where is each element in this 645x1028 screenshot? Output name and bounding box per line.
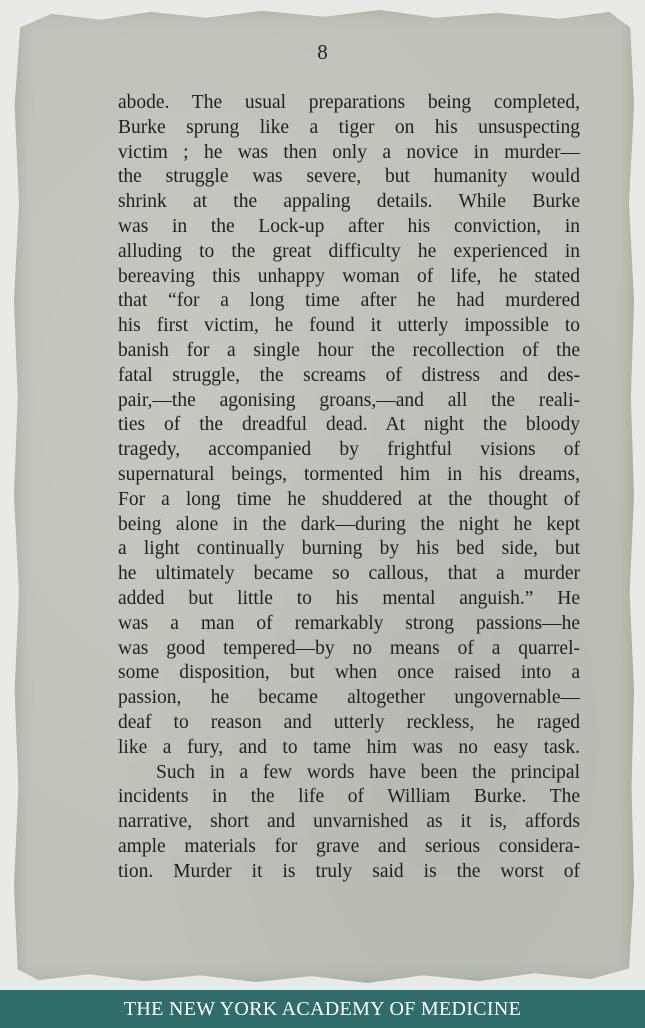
text-line: For a long time he shuddered at the thought of [118,488,580,510]
text-line: abode. The usual preparations being completed, [118,92,580,113]
text-line: like a fury, and to tame him was no easy task. [118,736,580,758]
text-line: shrink at the appaling details. While Burke [118,191,580,213]
text-line: the struggle was severe, but humanity would [118,166,580,188]
text-line: fatal struggle, the screams of distress and des- [118,364,580,386]
text-line: deaf to reason and utterly reckless, he raged [118,711,580,733]
text-line: some disposition, but when once raised into a [118,662,580,684]
text-line: bereaving this unhappy woman of life, he stated [118,265,580,287]
text-line: his first victim, he found it utterly impossible to [118,315,580,337]
text-line: that “for a long time after he had murdered [118,290,580,312]
text-line: passion, he became altogether ungovernable— [118,687,580,709]
institution-footer-bar [0,990,645,1028]
text-line: narrative, short and unvarnished as it is, affords [118,811,580,833]
text-line: tion. Murder it is truly said is the worst of [118,860,580,882]
text-line: Burke sprung like a tiger on his unsuspecting [118,116,580,138]
text-line: being alone in the dark—during the night he kept [118,513,580,535]
institution-name: THE NEW YORK ACADEMY OF MEDICINE [123,998,522,1020]
text-line: banish for a single hour the recollection of the [118,339,580,361]
text-line: victim ; he was then only a novice in murder— [118,141,580,163]
body-text [118,91,580,885]
text-line: tragedy, accompanied by frightful visions of [118,439,580,461]
paragraph-start-line: Such in a few words have been the principal [156,761,580,783]
text-line: was good tempered—by no means of a quarrel- [118,637,580,659]
text-line: ample materials for grave and serious considera- [118,835,580,857]
text-line: alluding to the great difficulty he experienced in [118,240,580,262]
text-line: ties of the dreadful dead. At night the bloody [118,414,580,436]
text-line: pair,—the agonising groans,—and all the reali- [118,389,580,411]
text-line: incidents in the life of William Burke. The [118,786,580,808]
text-line: was in the Lock-up after his conviction, in [118,215,580,237]
text-line: supernatural beings, tormented him in his dreams, [118,463,580,485]
text-line: was a man of remarkably strong passions—he [118,612,580,634]
page-number: 8 [317,40,328,64]
text-line: added but little to his mental anguish.” He [118,587,580,609]
text-line: a light continually burning by his bed side, but [118,538,580,560]
text-line: he ultimately became so callous, that a murder [118,563,580,585]
